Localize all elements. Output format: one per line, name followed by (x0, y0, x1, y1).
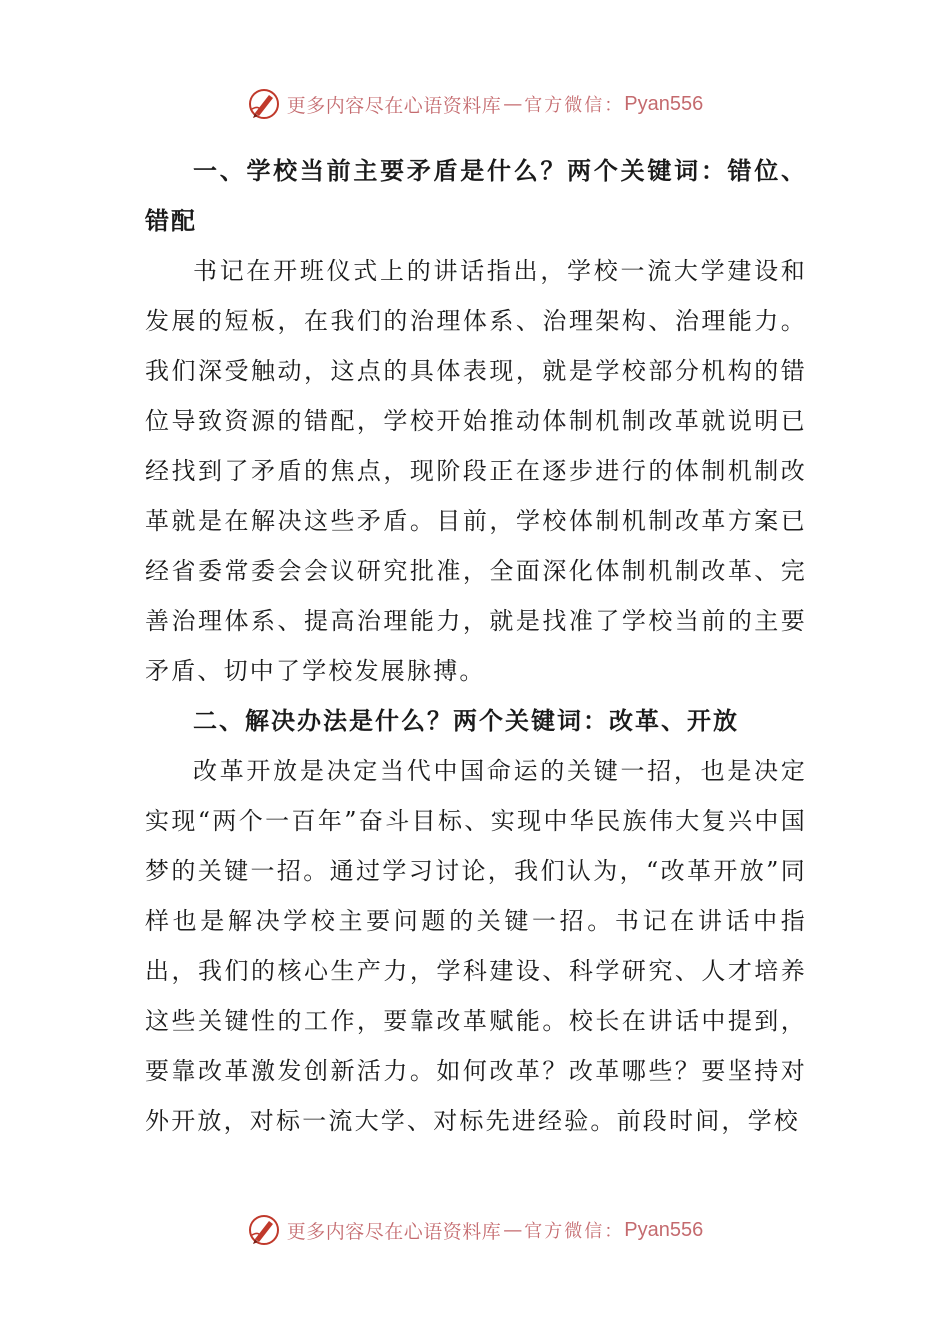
pen-logo-icon (247, 1213, 281, 1247)
document-body (145, 146, 807, 1146)
paragraph-1: 书记在开班仪式上的讲话指出，学校一流大学建设和发展的短板，在我们的治理体系、治理架构、治理能力。我们深受触动，这点的具体表现，就是学校部分机构的错位导致资源的错配，学校开始推动体制机制改革就说明已经找到了矛盾的焦点，现阶段正在逐步进行的体制机制改革就是在解决这些矛盾。目前，学校体制机制改革方案已经省委常委会会议研究批准，全面深化体制机制改革、完善治理体系、提高治理能力，就是找准了学校当前的主要矛盾、切中了学校发展脉搏。 (145, 257, 807, 685)
section-heading-2: 二、解决办法是什么？两个关键词：改革、开放 (193, 707, 739, 735)
footer-banner (0, 1210, 950, 1250)
banner-wechat-label: 官方微信： (524, 95, 625, 116)
banner-wechat-id: Pyan556 (624, 92, 704, 115)
banner-wechat-id: Pyan556 (624, 1218, 704, 1241)
section-heading-1: 一、学校当前主要矛盾是什么？两个关键词：错位、错配 (145, 157, 807, 235)
paragraph-2: 改革开放是决定当代中国命运的关键一招，也是决定实现“两个一百年”奋斗目标、实现中华民族伟大复兴中国梦的关键一招。通过学习讨论，我们认为，“改革开放”同样也是解决学校主要问题的关键一招。书记在讲话中指出，我们的核心生产力，学科建设、科学研究、人才培养这些关键性的工作，要靠改革赋能。校长在讲话中提到，要靠改革激发创新活力。如何改革？改革哪些？要坚持对外开放，对标一流大学、对标先进经验。前段时间，学校 (145, 757, 807, 1135)
banner-wechat-label: 官方微信： (524, 1221, 625, 1242)
banner-text: 更多内容尽在心语资料库 (286, 1220, 502, 1243)
banner-separator: — (503, 1219, 523, 1241)
banner-text: 更多内容尽在心语资料库 (286, 94, 502, 117)
banner-separator: — (503, 93, 523, 115)
header-banner (0, 84, 950, 124)
pen-logo-icon (247, 87, 281, 121)
